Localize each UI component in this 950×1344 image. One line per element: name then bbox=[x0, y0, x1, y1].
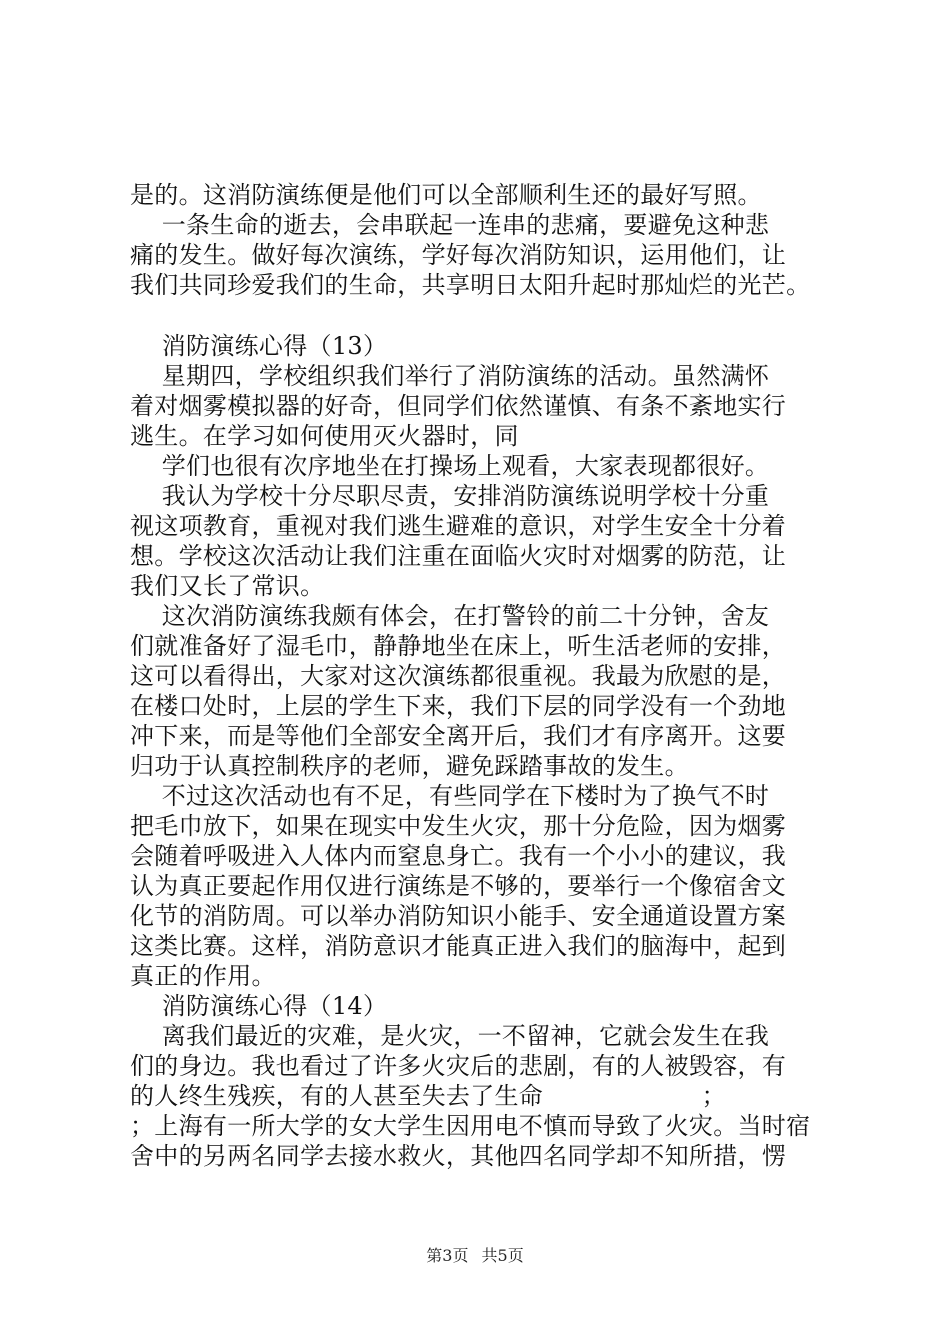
text-line: 离我们最近的灾难，是火灾，一不留神，它就会发生在我 bbox=[130, 1022, 770, 1050]
text-line: 们的身边。我也看过了许多火灾后的悲剧，有的人被毁容，有 bbox=[130, 1052, 787, 1080]
text-line: ；上海有一所大学的女大学生因用电不慎而导致了火灾。当时宿 bbox=[130, 1112, 811, 1140]
text-line: 冲下来，而是等他们全部安全离开后，我们才有序离开。这要 bbox=[130, 722, 787, 750]
page-total: 共5页 bbox=[481, 1246, 524, 1265]
text-line: 逃生。在学习如何使用灭火器时，同 bbox=[130, 422, 519, 450]
text-line: 不过这次活动也有不足，有些同学在下楼时为了换气不时 bbox=[130, 782, 770, 810]
text-line: 消防演练心得（13） bbox=[130, 332, 388, 360]
text-line: 舍中的另两名同学去接水救火，其他四名同学却不知所措，愣 bbox=[130, 1142, 787, 1170]
text-line: 归功于认真控制秩序的老师，避免踩踏事故的发生。 bbox=[130, 752, 689, 780]
text-line: 视这项教育，重视对我们逃生避难的意识，对学生安全十分着 bbox=[130, 512, 787, 540]
text-line: 消防演练心得（14） bbox=[130, 992, 388, 1020]
text-line: 的人终生残疾，有的人甚至失去了生命 ； bbox=[130, 1082, 726, 1110]
text-line: 想。学校这次活动让我们注重在面临火灾时对烟雾的防范，让 bbox=[130, 542, 787, 570]
text-line: 认为真正要起作用仅进行演练是不够的，要举行一个像宿舍文 bbox=[130, 872, 787, 900]
text-line: 我们共同珍爱我们的生命，共享明日太阳升起时那灿烂的光芒。 bbox=[130, 271, 811, 299]
text-line: 痛的发生。做好每次演练，学好每次消防知识，运用他们，让 bbox=[130, 241, 787, 269]
text-line: 一条生命的逝去，会串联起一连串的悲痛，要避免这种悲 bbox=[130, 211, 770, 239]
text-line: 着对烟雾模拟器的好奇，但同学们依然谨慎、有条不紊地实行 bbox=[130, 392, 787, 420]
text-line: 这类比赛。这样，消防意识才能真正进入我们的脑海中，起到 bbox=[130, 932, 787, 960]
text-line: 们就准备好了湿毛巾，静静地坐在床上，听生活老师的安排， bbox=[130, 632, 787, 660]
text-line: 这可以看得出，大家对这次演练都很重视。我最为欣慰的是， bbox=[130, 662, 787, 690]
page-number: 第3页 bbox=[426, 1246, 469, 1265]
text-line: 把毛巾放下，如果在现实中发生火灾，那十分危险，因为烟雾 bbox=[130, 812, 787, 840]
text-line: 在楼口处时，上层的学生下来，我们下层的同学没有一个劲地 bbox=[130, 692, 787, 720]
text-line: 我们又长了常识。 bbox=[130, 572, 325, 600]
text-line: 这次消防演练我颇有体会，在打警铃的前二十分钟，舍友 bbox=[130, 602, 770, 630]
page-footer bbox=[0, 1246, 950, 1266]
text-line: 学们也很有次序地坐在打操场上观看，大家表现都很好。 bbox=[130, 452, 770, 480]
text-line: 真正的作用。 bbox=[130, 962, 276, 990]
text-line: 化节的消防周。可以举办消防知识小能手、安全通道设置方案 bbox=[130, 902, 787, 930]
text-line: 我认为学校十分尽职尽责，安排消防演练说明学校十分重 bbox=[130, 482, 770, 510]
text-line: 会随着呼吸进入人体内而窒息身亡。我有一个小小的建议，我 bbox=[130, 842, 787, 870]
text-line: 星期四，学校组织我们举行了消防演练的活动。虽然满怀 bbox=[130, 362, 770, 390]
text-line: 是的。这消防演练便是他们可以全部顺利生还的最好写照。 bbox=[130, 181, 762, 209]
